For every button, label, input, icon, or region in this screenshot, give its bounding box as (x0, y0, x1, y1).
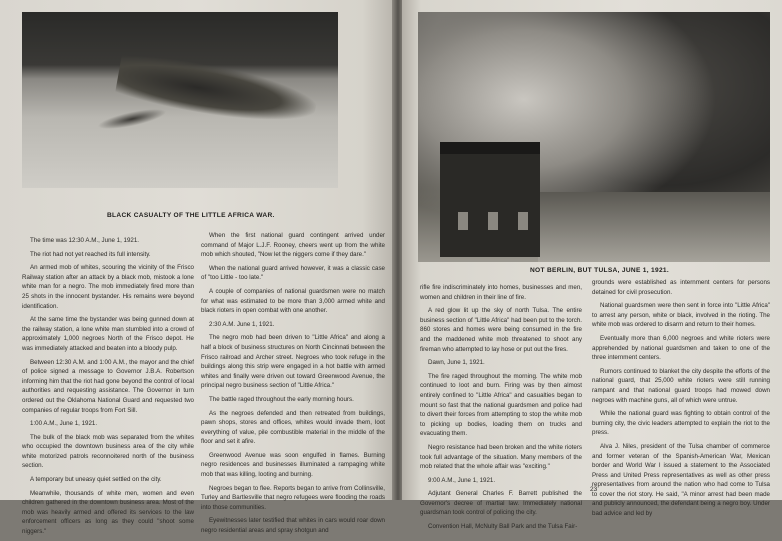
right-column-1 (420, 283, 582, 536)
paragraph: 2:30 A.M. June 1, 1921. (209, 320, 275, 328)
paragraph: The riot had not yet reached its full intensity. (30, 250, 151, 258)
paragraph: Dawn, June 1, 1921. (428, 359, 485, 367)
casualty-photo (22, 12, 338, 188)
paragraph: Convention Hall, McNulty Ball Park and the Tulsa Fair- (428, 523, 578, 531)
left-photo-caption: BLACK CASUALTY OF THE LITTLE AFRICA WAR. (107, 212, 275, 219)
left-column-1 (22, 236, 194, 541)
paragraph: The battle raged throughout the early morning hours. (209, 395, 354, 403)
paragraph: Negro resistance had been broken and the white rioters took full advantage of the situation. Many members of the mob related that the whole affair was "exciting." (420, 443, 582, 471)
left-page (0, 0, 394, 536)
paragraph: Between 12:30 A.M. and 1:00 A.M., the mayor and the chief of police signed a message to Governor J.B.A. Robertson informing him that the riot had gone beyond the control of local authorities and requesting assistance. The Governor in turn ordered out the Oklahoma National Guard and requested two companies of regular troops from Fort Sill. (22, 358, 194, 414)
paragraph: grounds were established as internment centers for persons detained for civil prosecution. (592, 279, 770, 296)
left-column-2 (201, 231, 385, 540)
paragraph: Eyewitnesses later testified that whites in cars would roar down negro residential areas and spray shotgun and (201, 517, 385, 535)
paragraph: A temporary but uneasy quiet settled on the city. (30, 476, 162, 484)
paragraph: The negro mob had been driven to "Little Africa" and along a half a block of business structures on North Cincinnati between the Frisco railroad and Archer street. Negroes who took refuge in the buildings along this strip were engaged in a hot battle with armed whites and finally were driven out toward Greenwood Avenue, the principal negro business section of "Little Africa." (201, 334, 385, 390)
paragraph: At the same time the bystander was being gunned down at the railway station, a lone white man stumbled into a crowd of approximately 1,000 negroes North of the Frisco depot. He was immediately attacked and beaten into a bloody pulp. (22, 316, 194, 352)
page-number: 23 (590, 486, 598, 493)
paragraph: 1:00 A.M., June 1, 1921. (30, 420, 98, 428)
paragraph: Negroes began to flee. Reports began to arrive from Collinsville, Turley and Bartlesville that negro refugees were flooding the roads into those communities. (201, 484, 385, 511)
paragraph: As the negroes defended and then retreated from buildings, pawn shops, stores and offices, whites would invade them, loot everything of value, pile combustible material in the middle of the floor and set it afire. (201, 409, 385, 446)
paragraph: A red glow lit up the sky of north Tulsa. The entire business section of "Little Africa" had been put to the torch. 860 stores and homes were being consumed in the fire and the maddened white mob threatened to shoot any fireman who attempted to lay hose or put out the fires. (420, 307, 582, 353)
paragraph: The fire raged throughout the morning. The white mob continued to loot and burn. Firing was by then almost entirely confined to "Little Africa" and casualties began to mount so fast that the national guardsmen and police had to divert their forces from attempting to stop the white mob to picking up bodies, loading them on trucks and evacuating them. (420, 372, 582, 438)
paragraph: Greenwood Avenue was soon engulfed in flames. Burning negro residences and businesses illuminated a rampaging white mob that was killing, looting and burning. (201, 451, 385, 479)
right-photo-caption: NOT BERLIN, BUT TULSA, JUNE 1, 1921. (530, 267, 670, 274)
paragraph: The time was 12:30 A.M., June 1, 1921. (30, 237, 140, 244)
paragraph: When the first national guard contingent arrived under command of Major L.J.F. Rooney, cheers went up from the white mob which shouted, "Now let the niggers come if they dare." (201, 232, 385, 259)
paragraph: When the national guard arrived however, it was a classic case of "too Little - too late." (201, 264, 385, 282)
paragraph: rifle fire indiscriminately into homes, businesses and men, women and children in their line of fire. (420, 284, 582, 301)
paragraph: The bulk of the black mob was separated from the whites who occupied the downtown business area of the city while white motorized patrols reconnoitered north of the business section. (22, 433, 194, 470)
paragraph: Meanwhile, thousands of white men, women and even children gathered in the downtown business area. Most of the mob was heavily armed and offered its services to the law enforcement officers as long as they could "shoot some niggers." (22, 489, 194, 536)
paragraph: Eventually more than 6,000 negroes and white rioters were apprehended by national guardsmen and taken to one of the three internment centers. (592, 334, 770, 362)
right-page (402, 0, 782, 531)
paragraph: A couple of companies of national guardsmen were no match for what was estimated to be more than 3,000 armed white and black rioters in open combat with one another. (201, 287, 385, 315)
paragraph: While the national guard was fighting to obtain control of the burning city, the civic leaders attempted to explain the riot to the press. (592, 410, 770, 437)
paragraph: National guardsmen were then sent in force into "Little Africa" to arrest any person, white or black, involved in the rioting. The white mob was ordered to disarm and return to their homes. (592, 302, 770, 329)
tulsa-fire-photo (418, 12, 770, 262)
paragraph: Alva J. Niles, president of the Tulsa chamber of commerce and former veteran of the Spanish-American War, Mexican border and World War I issued a statement to the Associated Press and United Press representatives as well as other press representatives from around the nation who had come to Tulsa to cover the riot story. He said, "A minor arrest had been made and publicly announced, the defendant being a negro boy. Under bad advice and led by (592, 442, 770, 518)
paragraph: Rumors continued to blanket the city despite the efforts of the national guard, that 25,000 white rioters were still running rampant and that national guard troops had mowed down negroes with machine guns, all of which were untrue. (592, 367, 770, 404)
paragraph: An armed mob of whites, scouring the vicinity of the Frisco Railway station after an attack by a black mob, mistook a lone white man for a negro. The mob immediately fired more than 25 shots in the innocent bystander. His remains were beyond identification. (22, 264, 194, 310)
paragraph: Adjutant General Charles F. Barrett published the Governor's decree of martial law. Immediately national guardsman took control of policing the city. (420, 490, 582, 517)
paragraph: 9:00 A.M., June 1, 1921. (428, 476, 496, 484)
right-column-2 (592, 278, 770, 523)
